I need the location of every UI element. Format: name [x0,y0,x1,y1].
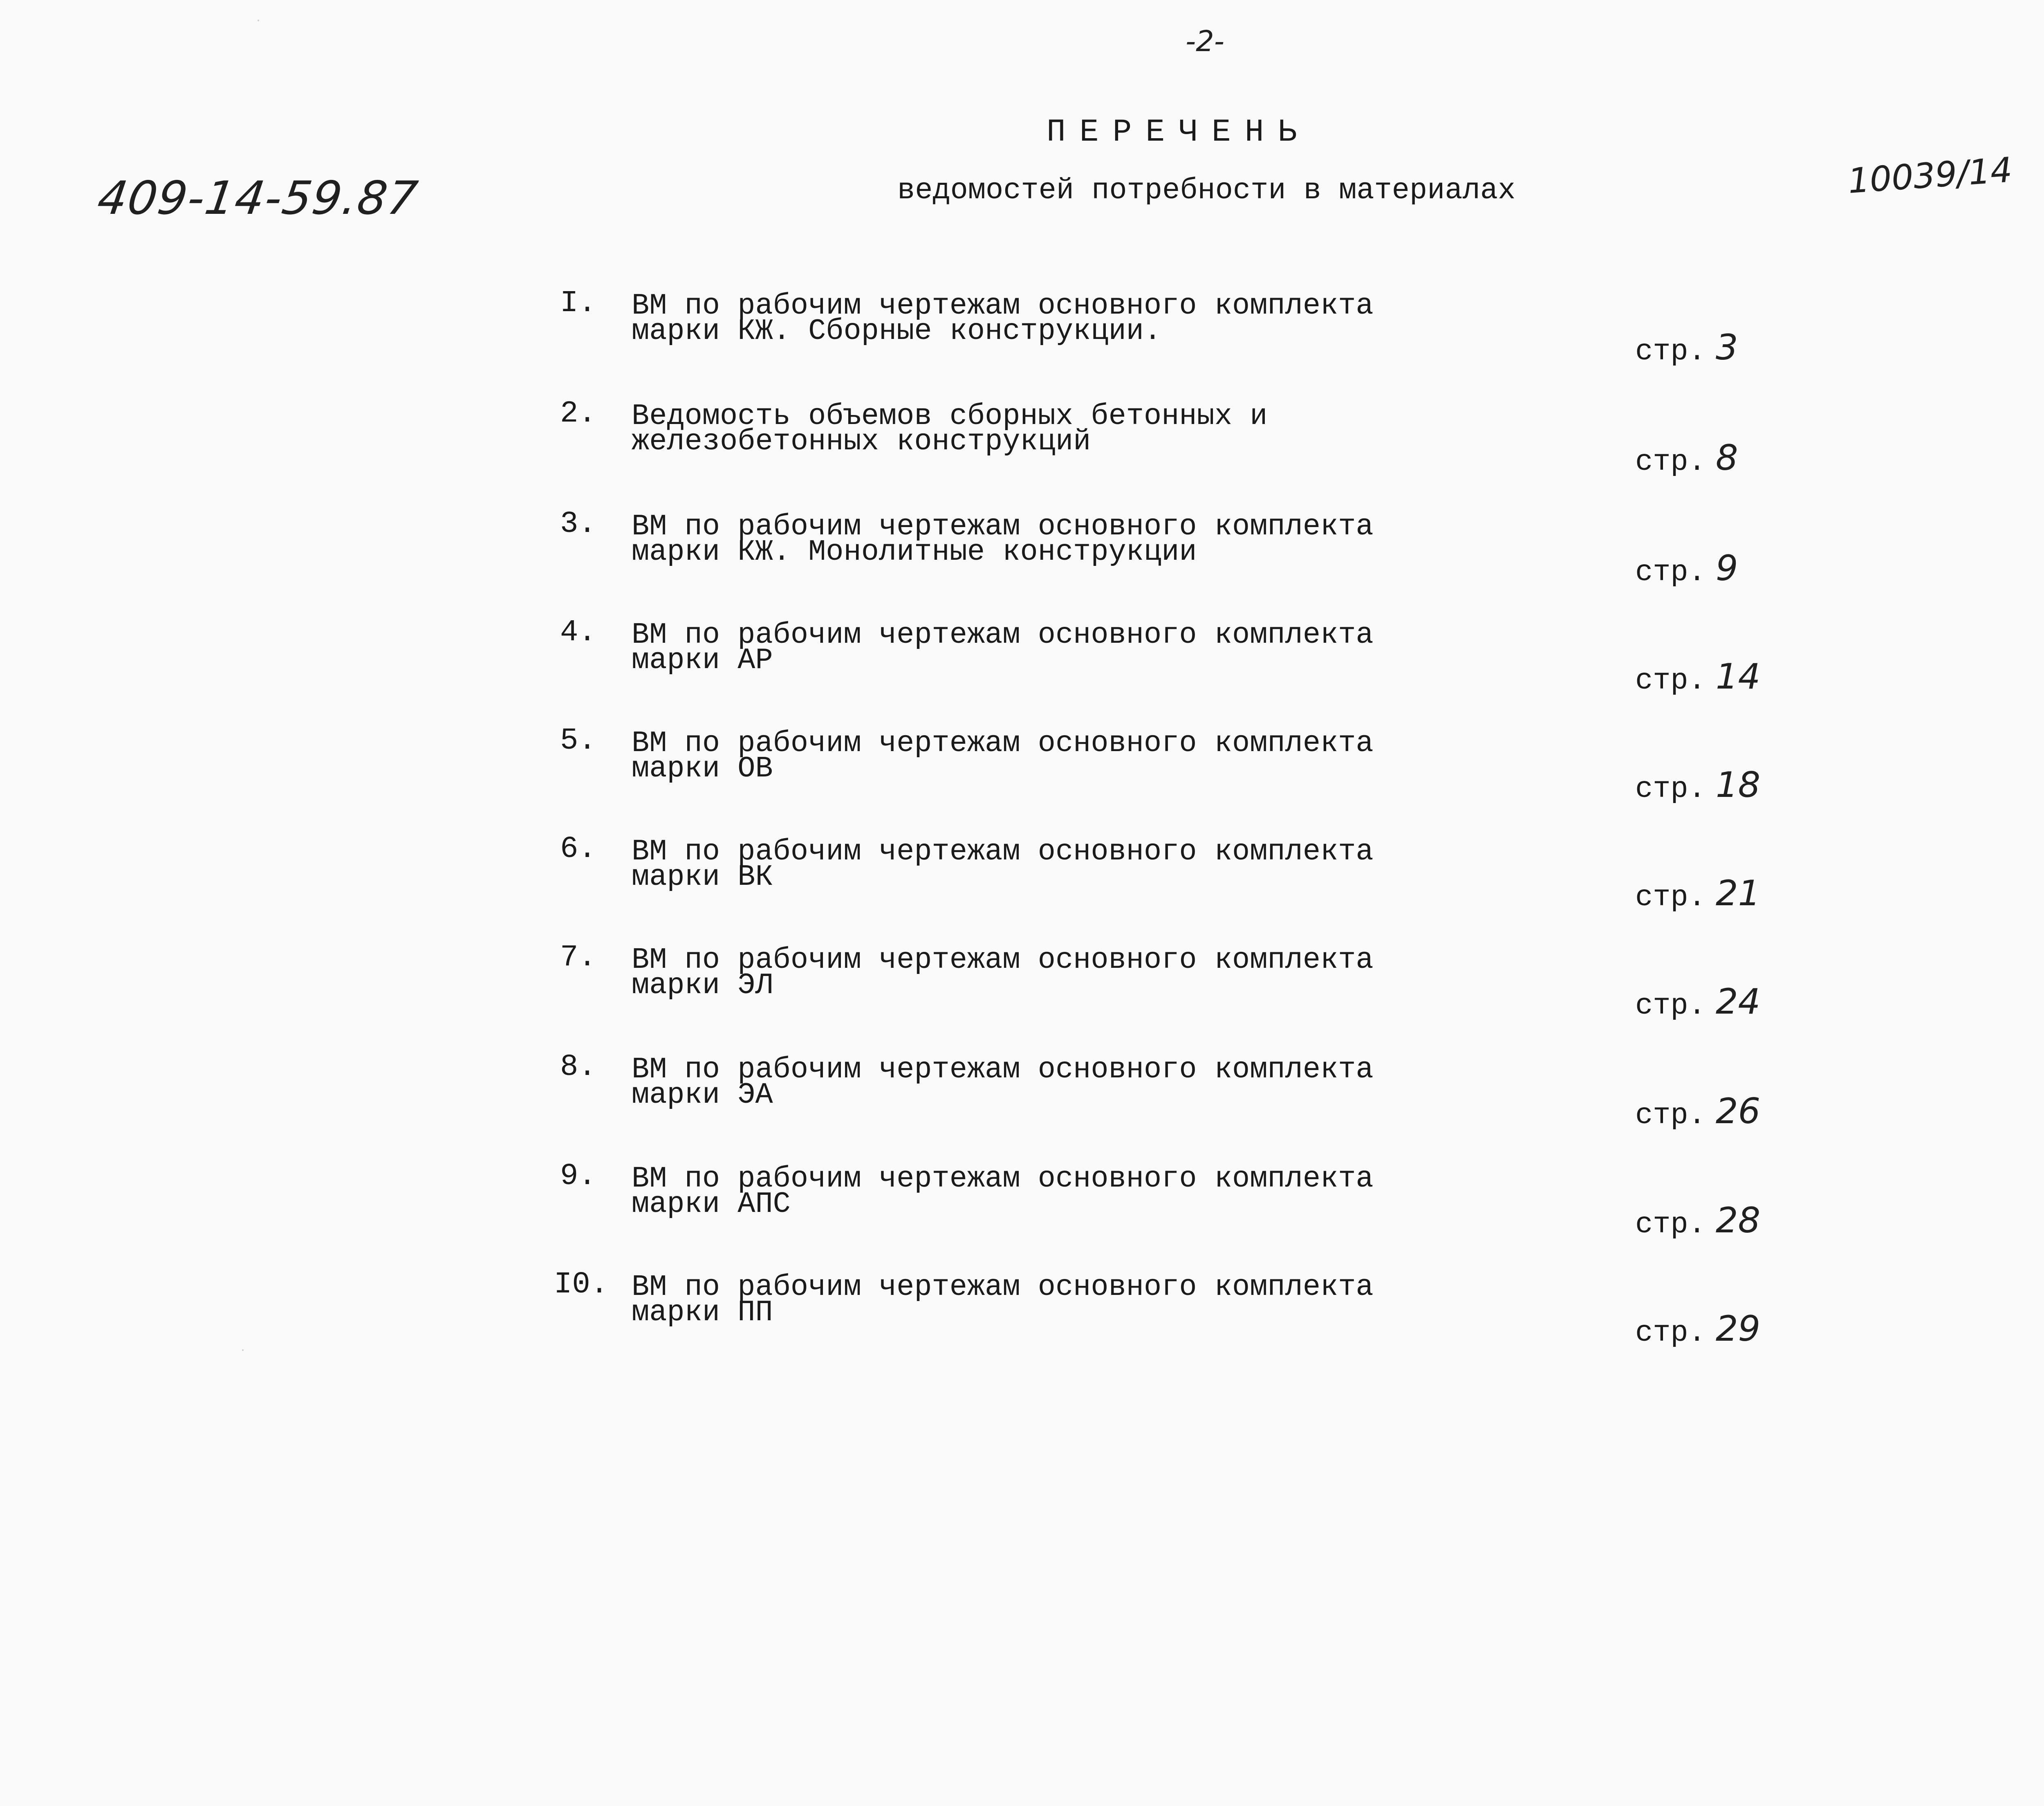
page-reference [1635,981,1760,1023]
item-title-line: марки КЖ. Сборные конструкции. [632,314,1162,348]
list-item [0,507,1840,605]
scan-speck [242,1349,244,1351]
page-ref-value: 26 [1715,1091,1761,1132]
page-ref-label: стр. [1635,772,1706,806]
page-ref-value: 29 [1715,1308,1761,1349]
page-number: -2- [1186,25,1225,58]
item-title-line: марки ПП [632,1296,773,1329]
item-title-line: ВМ по рабочим чертежам основного комплекта [632,289,1374,323]
item-number: 6. [560,832,596,866]
item-number: 3. [560,507,596,541]
page-ref-value: 18 [1715,765,1761,805]
item-number: 5. [560,724,596,758]
item-title-line: ВМ по рабочим чертежам основного комплекта [632,1162,1374,1196]
page-reference [1635,1200,1760,1241]
page-reference [1635,765,1760,806]
item-number: 9. [560,1159,596,1194]
page-subtitle: ведомостей потребности в материалах [897,174,1516,207]
item-title-line: марки ЭЛ [632,969,773,1002]
page-ref-value: 21 [1715,873,1761,914]
page-ref-label: стр. [1635,335,1706,368]
page-ref-value: 28 [1715,1200,1761,1241]
page-reference [1635,548,1738,589]
page-reference [1635,873,1760,914]
list-item [0,832,1840,930]
scan-speck [258,20,259,21]
page-reference [1635,656,1760,698]
list-item [0,397,1840,495]
item-title-line: марки АПС [632,1187,791,1221]
item-title-line: ВМ по рабочим чертежам основного комплекта [632,510,1374,543]
item-title-line: Ведомость объемов сборных бетонных и [632,399,1268,433]
item-title-line: марки ОВ [632,752,773,785]
list-item [0,940,1840,1039]
item-title-line: ВМ по рабочим чертежам основного комплекта [632,1270,1374,1304]
page-ref-label: стр. [1635,445,1706,479]
page-ref-label: стр. [1635,989,1706,1023]
page-reference [1635,327,1738,368]
item-title-line: марки ВК [632,860,773,894]
page-ref-value: 24 [1715,981,1761,1022]
page-ref-label: стр. [1635,1208,1706,1241]
page-ref-value: 9 [1715,548,1738,589]
sheet-code: 10039/14 [1847,150,2014,201]
list-item [0,1159,1840,1257]
document-code: 409-14-59.87 [94,172,421,225]
page-ref-label: стр. [1635,664,1706,698]
list-item [0,615,1840,713]
list-item [0,286,1840,384]
item-number: 8. [560,1050,596,1084]
page-ref-value: 3 [1715,327,1738,368]
item-number: I. [560,286,596,321]
list-item [0,1268,1840,1366]
page-reference [1635,437,1738,479]
list-item [0,1050,1840,1148]
page-reference [1635,1091,1760,1132]
page-ref-label: стр. [1635,881,1706,914]
page-ref-label: стр. [1635,1099,1706,1132]
item-title-line: ВМ по рабочим чертежам основного комплекта [632,835,1374,868]
item-number: 2. [560,397,596,431]
page-ref-value: 14 [1715,656,1761,697]
item-number: 4. [560,615,596,650]
page-ref-label: стр. [1635,556,1706,589]
page-ref-label: стр. [1635,1316,1706,1350]
page-ref-value: 8 [1715,437,1738,478]
item-number: I0. [554,1268,609,1302]
item-title-line: железобетонных конструкций [632,425,1091,458]
item-title-line: ВМ по рабочим чертежам основного комплекта [632,943,1374,977]
item-title-line: ВМ по рабочим чертежам основного комплекта [632,618,1374,652]
page-title: ПЕРЕЧЕНЬ [1047,114,1311,150]
item-title-line: марки АР [632,644,773,677]
page-reference [1635,1308,1760,1350]
item-number: 7. [560,940,596,975]
item-title-line: марки КЖ. Монолитные конструкции [632,535,1197,569]
item-title-line: ВМ по рабочим чертежам основного комплекта [632,1053,1374,1086]
item-title-line: марки ЭА [632,1078,773,1112]
list-item [0,724,1840,822]
item-title-line: ВМ по рабочим чертежам основного комплекта [632,727,1374,760]
